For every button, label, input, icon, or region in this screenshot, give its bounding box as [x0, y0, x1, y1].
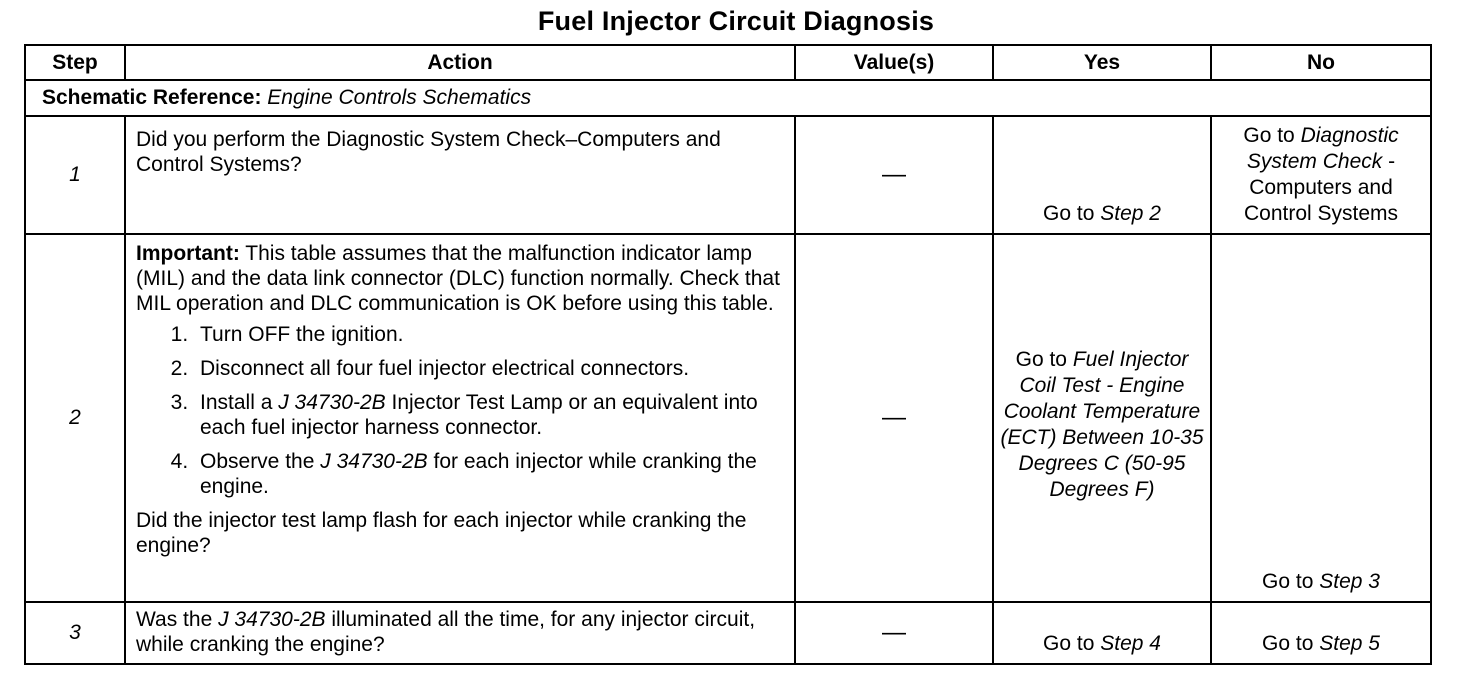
no-cell [1211, 116, 1431, 234]
header-step: Step [25, 45, 125, 80]
procedure-list [136, 322, 784, 499]
yes-prefix: Go to [1015, 348, 1067, 371]
yes-link[interactable]: Step 4 [1100, 632, 1161, 655]
action-question: Did the injector test lamp flash for each injector while cranking the engine? [136, 509, 747, 557]
step-number: 1 [25, 116, 125, 234]
action-cell [125, 234, 795, 602]
page-title: Fuel Injector Circuit Diagnosis [537, 6, 935, 36]
action-text: illuminated all the time, for any injector circuit, while cranking the engine? [136, 608, 756, 656]
action-cell [125, 116, 795, 234]
value-cell: — [795, 234, 993, 602]
yes-prefix: Go to [1043, 632, 1095, 655]
important-note [136, 241, 784, 316]
no-link[interactable]: Diagnostic System Check [1246, 124, 1399, 173]
no-suffix: - Computers and Control Systems [1243, 150, 1399, 225]
no-prefix: Go to [1243, 124, 1295, 147]
header-yes: Yes [993, 45, 1211, 80]
schematic-row [25, 80, 1431, 116]
no-link[interactable]: Step 3 [1319, 570, 1380, 593]
step-number: 2 [25, 234, 125, 602]
important-label: Important: [136, 242, 240, 265]
no-prefix: Go to [1262, 632, 1314, 655]
action-text: Did you perform the Diagnostic System Check–Computers and Control Systems? [136, 128, 721, 176]
table-row [25, 116, 1431, 234]
step-number: 3 [25, 602, 125, 664]
tool-name: J 34730-2B [278, 391, 386, 414]
tool-name: J 34730-2B [320, 450, 428, 473]
value-cell: — [795, 602, 993, 664]
list-item [194, 390, 784, 440]
no-cell [1211, 234, 1431, 602]
action-text: Was the [136, 608, 213, 631]
yes-cell [993, 234, 1211, 602]
yes-link[interactable]: Fuel Injector Coil Test - Engine Coolant Temperature (ECT) Between 10-35 Degrees C (50-95 Degrees F) [1000, 348, 1204, 501]
list-item [194, 356, 784, 381]
action-cell [125, 602, 795, 664]
header-row [25, 45, 1431, 80]
value-cell: — [795, 116, 993, 234]
list-item-text: for each injector while cranking the engine. [200, 450, 757, 498]
header-no: No [1211, 45, 1431, 80]
diagnosis-table [24, 44, 1432, 665]
list-item-text: Install a [200, 391, 273, 414]
schematic-value: Engine Controls Schematics [267, 86, 532, 109]
yes-cell [993, 116, 1211, 234]
list-item [194, 322, 784, 347]
schematic-reference [25, 80, 1431, 116]
no-cell [1211, 602, 1431, 664]
table-row [25, 602, 1431, 664]
important-text: This table assumes that the malfunction indicator lamp (MIL) and the data link connector (DLC) function normally. Check that MIL operation and DLC communication is OK before using this table. [136, 242, 780, 315]
table-row [25, 234, 1431, 602]
list-item-text: Turn OFF the ignition. [200, 323, 404, 346]
list-item [194, 449, 784, 499]
list-item-text: Injector Test Lamp or an equivalent into each fuel injector harness connector. [200, 391, 758, 439]
tool-name: J 34730-2B [218, 608, 326, 631]
no-prefix: Go to [1262, 570, 1314, 593]
header-action: Action [125, 45, 795, 80]
list-item-text: Observe the [200, 450, 315, 473]
list-item-text: Disconnect all four fuel injector electrical connectors. [200, 357, 690, 380]
no-link[interactable]: Step 5 [1319, 632, 1380, 655]
yes-link[interactable]: Step 2 [1100, 202, 1161, 225]
header-values: Value(s) [795, 45, 993, 80]
yes-cell [993, 602, 1211, 664]
yes-prefix: Go to [1043, 202, 1095, 225]
schematic-label: Schematic Reference: [42, 86, 262, 109]
